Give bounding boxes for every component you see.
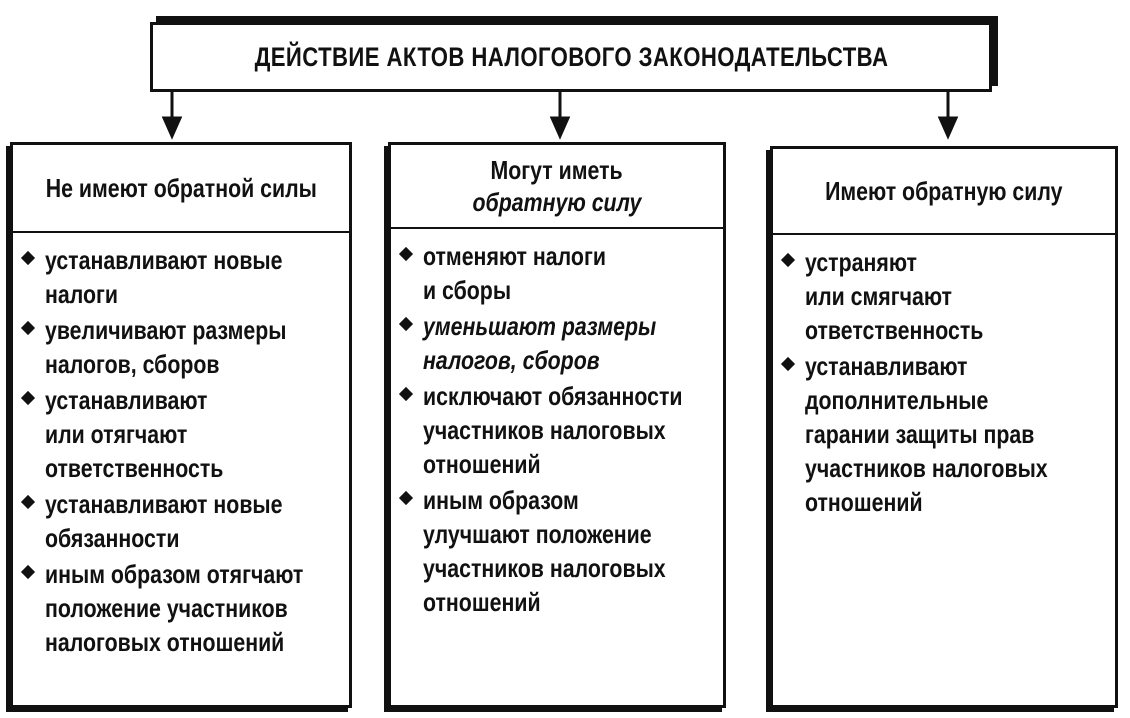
column-header-line: Не имеют обратной силы — [45, 173, 317, 203]
list-item: устанавливают новые налоги — [21, 243, 345, 311]
arrow-middle-head — [552, 118, 568, 136]
list-item: устанавливают новые обязанности — [21, 487, 345, 555]
column-have-retroactive-force — [770, 146, 1118, 708]
diamond-bullet-icon — [399, 317, 413, 331]
list-item: исключают обязанности участников налоговых отношений — [399, 379, 719, 481]
column-header-line: Могут иметь — [490, 155, 624, 185]
list-item: устраняют или смягчают ответственность — [781, 245, 1111, 347]
diamond-bullet-icon — [21, 321, 35, 335]
column-header — [13, 145, 349, 233]
item-list — [773, 235, 1115, 519]
diamond-bullet-icon — [21, 251, 35, 265]
column-header-line: Имеют обратную силу — [825, 176, 1063, 206]
root-title-box — [150, 22, 992, 92]
diagram-title: ДЕЙСТВИЕ АКТОВ НАЛОГОВОГО ЗАКОНОДАТЕЛЬСТВА — [254, 41, 888, 72]
diamond-bullet-icon — [399, 247, 413, 261]
diamond-bullet-icon — [781, 253, 795, 267]
column-header-line: обратную силу — [472, 187, 642, 217]
column-no-retroactive-force — [10, 142, 352, 708]
arrow-left-head — [164, 118, 180, 136]
item-list — [13, 233, 349, 659]
column-may-have-retroactive-force — [388, 142, 726, 708]
column-header — [391, 145, 723, 229]
list-item: устанавливают или отягчают ответственность — [21, 383, 345, 485]
column-header — [773, 149, 1115, 235]
diamond-bullet-icon — [21, 495, 35, 509]
item-list — [391, 229, 723, 619]
list-item: иным образом улучшают положение участников налоговых отношений — [399, 483, 719, 619]
list-item: уменьшают размеры налогов, сборов — [399, 309, 719, 377]
list-item: иным образом отягчают положение участников налоговых отношений — [21, 557, 345, 659]
arrow-right-head — [940, 118, 956, 136]
list-item: увеличивают размеры налогов, сборов — [21, 313, 345, 381]
diamond-bullet-icon — [399, 491, 413, 505]
diamond-bullet-icon — [21, 391, 35, 405]
diamond-bullet-icon — [781, 357, 795, 371]
diamond-bullet-icon — [399, 387, 413, 401]
list-item: устанавливают дополнительные гарании защиты прав участников налоговых отношений — [781, 349, 1111, 519]
list-item: отменяют налоги и сборы — [399, 239, 719, 307]
diamond-bullet-icon — [21, 565, 35, 579]
